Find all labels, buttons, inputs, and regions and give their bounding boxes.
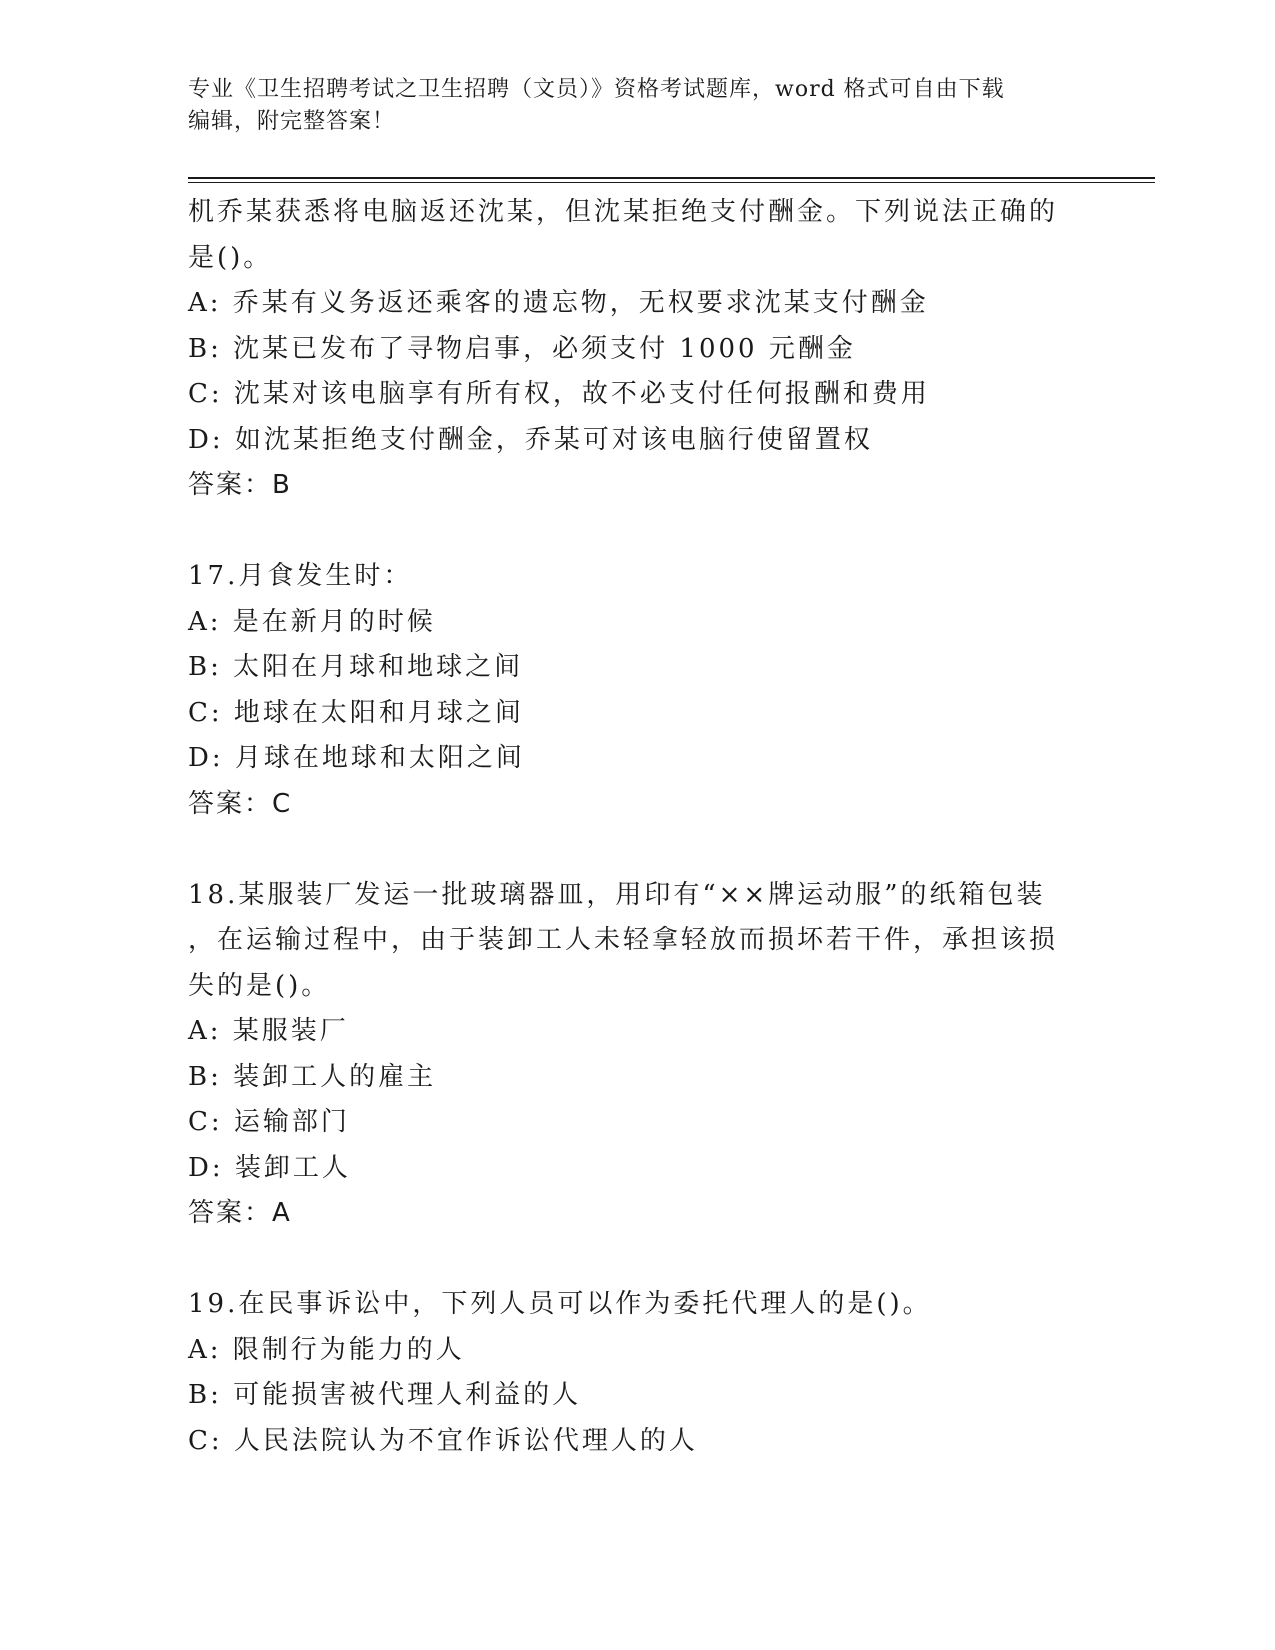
- option-a: A: 限制行为能力的人: [188, 1334, 465, 1365]
- answer: 答案：B: [188, 470, 292, 500]
- option-b: B: 太阳在月球和地球之间: [188, 652, 524, 682]
- option-d: D: 如沈某拒绝支付酬金，乔某可对该电脑行使留置权: [188, 424, 873, 455]
- option-d: D: 装卸工人: [188, 1152, 351, 1183]
- option-a: A: 某服装厂: [188, 1016, 349, 1046]
- answer: 答案：A: [188, 1198, 292, 1228]
- option-c: C: 地球在太阳和月球之间: [188, 697, 524, 728]
- spacer: [188, 1237, 1088, 1283]
- option-c: C: 沈某对该电脑享有所有权，故不必支付任何报酬和费用: [188, 379, 930, 409]
- question-text: 是()。: [188, 242, 273, 273]
- question-text: 19.在民事诉讼中，下列人员可以作为委托代理人的是()。: [188, 1289, 932, 1319]
- question-text: ，在运输过程中，由于装卸工人未轻拿轻放而损坏若干件，承担该损: [188, 925, 1059, 955]
- question-19: [188, 1282, 1088, 1464]
- option-a: A: 是在新月的时候: [188, 606, 436, 637]
- option-b: B: 沈某已发布了寻物启事，必须支付 1000 元酬金: [188, 333, 856, 364]
- question-16-continued: [188, 190, 1088, 509]
- option-c: C: 人民法院认为不宜作诉讼代理人的人: [188, 1425, 698, 1456]
- spacer: [188, 827, 1088, 873]
- question-18: [188, 873, 1088, 1237]
- question-list: [188, 190, 1088, 1464]
- question-text: 18.某服装厂发运一批玻璃器皿，用印有“××牌运动服”的纸箱包装: [188, 879, 1046, 910]
- header-line-2: 编辑，附完整答案！: [188, 109, 396, 134]
- header-divider-thick: [188, 177, 1155, 179]
- question-text: 机乔某获悉将电脑返还沈某，但沈某拒绝支付酬金。下列说法正确的: [188, 197, 1059, 227]
- option-c: C: 运输部门: [188, 1107, 350, 1137]
- spacer: [188, 509, 1088, 555]
- question-17: [188, 554, 1088, 827]
- option-d: D: 月球在地球和太阳之间: [188, 743, 525, 773]
- question-text: 失的是()。: [188, 970, 331, 1001]
- answer: 答案：C: [188, 788, 293, 819]
- option-a: A: 乔某有义务返还乘客的遗忘物，无权要求沈某支付酬金: [188, 288, 929, 318]
- header-line-1: 专业《卫生招聘考试之卫生招聘（文员）》资格考试题库，word 格式可自由下载: [188, 77, 1005, 102]
- header-divider-thin: [188, 182, 1155, 183]
- option-b: B: 装卸工人的雇主: [188, 1061, 437, 1092]
- question-text: 17.月食发生时：: [188, 561, 413, 591]
- document-header: [188, 74, 1088, 138]
- option-b: B: 可能损害被代理人利益的人: [188, 1380, 582, 1410]
